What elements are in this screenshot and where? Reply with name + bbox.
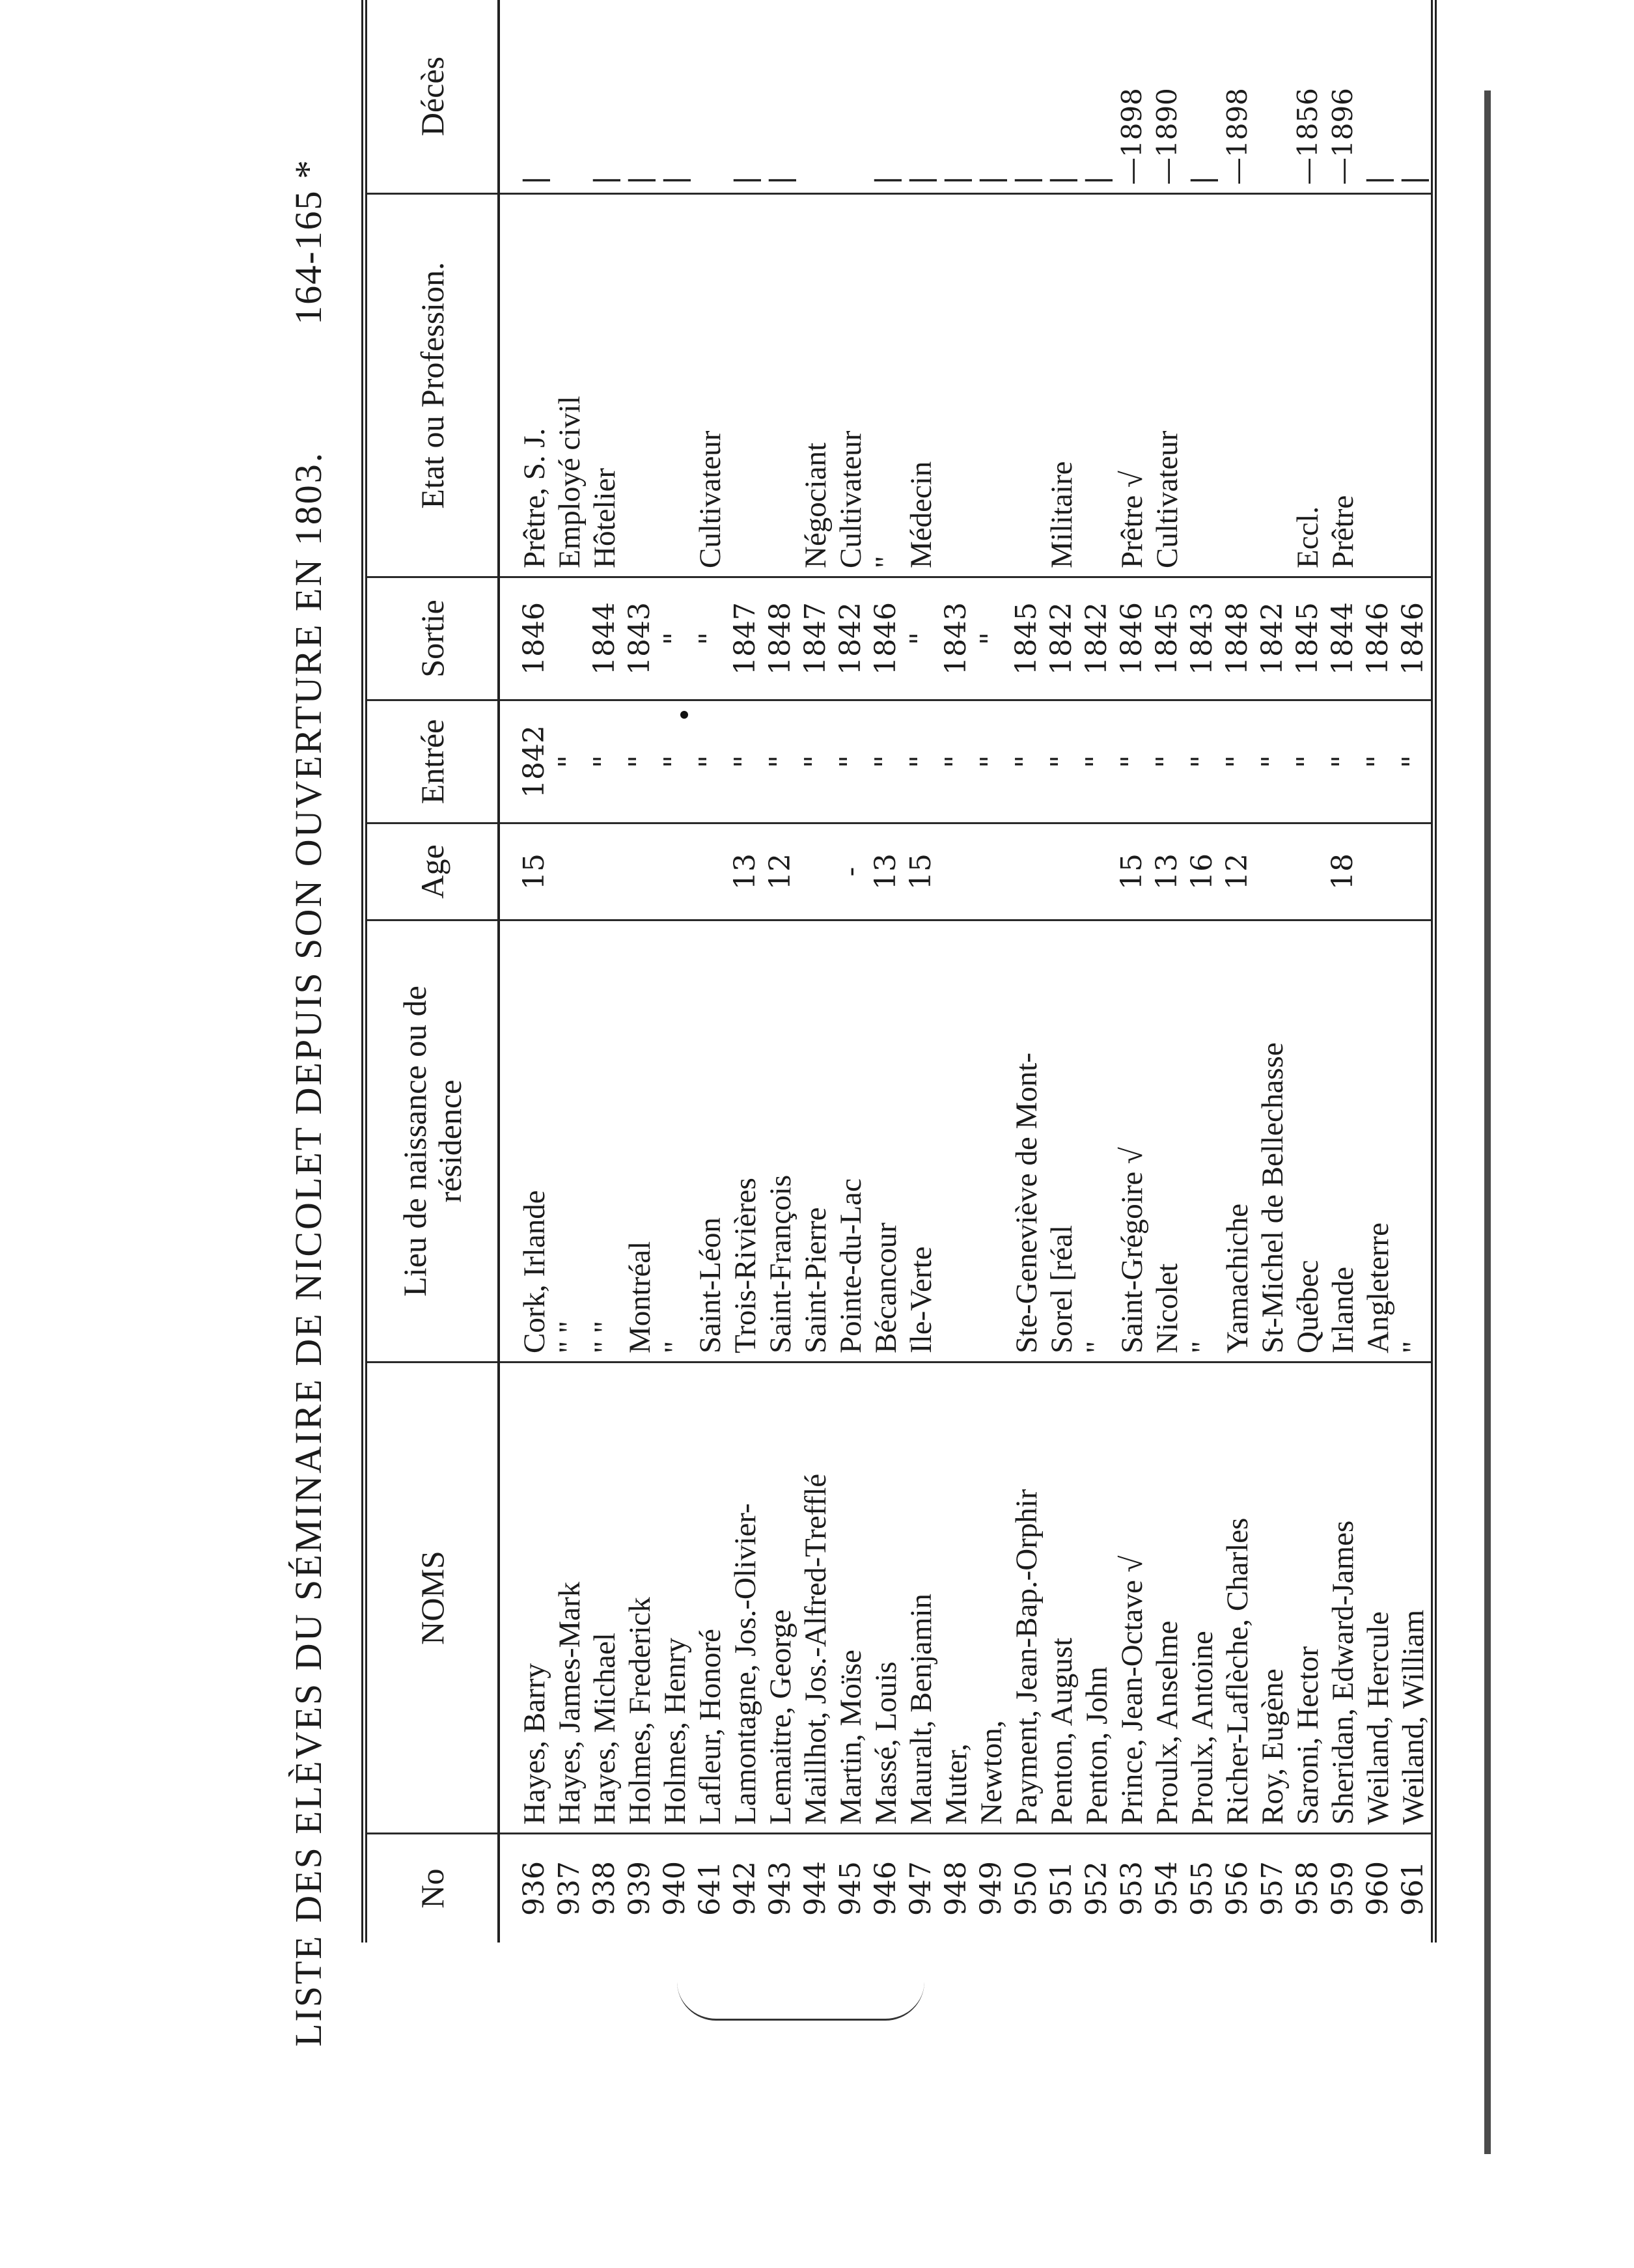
cell-lieu: Bécancour: [868, 920, 904, 1362]
table-row: [1044, 0, 1079, 1943]
cell-etat: [1009, 194, 1044, 577]
cell-lieu: Québec: [1290, 920, 1325, 1362]
cell-entree: ": [1150, 700, 1185, 823]
cell-lieu: ": [1079, 920, 1115, 1362]
cell-nom: Penton, August: [1044, 1362, 1079, 1834]
cell-etat: Employé civil: [552, 194, 587, 577]
cell-nom: Maillhot, Jos.-Alfred-Trefflé: [798, 1362, 833, 1834]
cell-entree: ": [1325, 700, 1361, 823]
table-row: [1115, 0, 1150, 1943]
cell-entree: ": [1009, 700, 1044, 823]
cell-deces: |: [904, 0, 939, 194]
cell-sortie: 1846: [1115, 577, 1150, 700]
ink-speck: [680, 711, 688, 719]
cell-etat: Militaire: [1044, 194, 1079, 577]
cell-lieu: Montréal: [622, 920, 658, 1362]
header-entree: Entrée: [365, 700, 499, 823]
cell-etat: [728, 194, 763, 577]
table-row: [833, 0, 868, 1943]
cell-entree: ": [658, 700, 693, 823]
cell-nom: Proulx, Antoine: [1185, 1362, 1220, 1834]
cell-nom: Muter,: [939, 1362, 974, 1834]
cell-sortie: 1847: [728, 577, 763, 700]
table-row: [499, 0, 552, 1943]
cell-deces: —1856: [1290, 0, 1325, 194]
cell-sortie: 1845: [1150, 577, 1185, 700]
cell-etat: [1361, 194, 1396, 577]
cell-sortie: ": [658, 577, 693, 700]
table-row: [552, 0, 587, 1943]
cell-entree: ": [622, 700, 658, 823]
cell-entree: ": [728, 700, 763, 823]
header-age: Age: [365, 823, 499, 920]
cell-entree: ": [552, 700, 587, 823]
cell-no: 946: [869, 1861, 902, 1916]
cell-deces: |: [868, 0, 904, 194]
table-row: [1255, 0, 1290, 1943]
cell-deces: |: [763, 0, 798, 194]
table-row: [1185, 0, 1220, 1943]
cell-no: 953: [1115, 1861, 1148, 1916]
cell-nom: Lemaitre, George: [763, 1362, 798, 1834]
cell-etat: [1185, 194, 1220, 577]
cell-age: 13: [728, 823, 763, 920]
cell-etat: [763, 194, 798, 577]
table-row: [1009, 0, 1044, 1943]
cell-age: [1079, 823, 1115, 920]
cell-entree: ": [1079, 700, 1115, 823]
cell-age: [1396, 823, 1434, 920]
cell-lieu: ": [1396, 920, 1434, 1362]
cell-age: [939, 823, 974, 920]
cell-sortie: 1844: [1325, 577, 1361, 700]
cell-etat: [974, 194, 1009, 577]
table-row: [693, 0, 728, 1943]
cell-age: [658, 823, 693, 920]
register-body: [499, 0, 1434, 1943]
page-heading: [286, 94, 339, 2047]
cell-age: [622, 823, 658, 920]
handwritten-bracket-mark: [677, 1967, 924, 2021]
cell-nom: Weiland, William: [1396, 1362, 1434, 1834]
table-row: [1325, 0, 1361, 1943]
cell-no: 955: [1185, 1861, 1219, 1916]
cell-no: 958: [1291, 1861, 1324, 1916]
cell-deces: —1898: [1115, 0, 1150, 194]
cell-deces: [833, 0, 868, 194]
cell-deces: [552, 0, 587, 194]
scan-edge-line: [1484, 90, 1491, 2154]
cell-sortie: 1847: [798, 577, 833, 700]
cell-entree: ": [1220, 700, 1255, 823]
cell-entree: ": [1396, 700, 1434, 823]
cell-no: 956: [1221, 1861, 1254, 1916]
cell-sortie: 1846: [1396, 577, 1434, 700]
cell-lieu: ": [1185, 920, 1220, 1362]
cell-nom: Sheridan, Edward-James: [1325, 1362, 1361, 1834]
cell-etat: Médecin: [904, 194, 939, 577]
cell-age: 16: [1185, 823, 1220, 920]
table-row: [728, 0, 763, 1943]
page-title: LISTE DES ELÈVES DU SÉMINAIRE DE NICOLET DEPUIS SON OUVERTURE EN 1803.: [287, 450, 329, 2047]
cell-etat: Hôtelier: [587, 194, 622, 577]
cell-deces: |: [1185, 0, 1220, 194]
cell-nom: Newton,: [974, 1362, 1009, 1834]
table-row: [1150, 0, 1185, 1943]
cell-entree: ": [939, 700, 974, 823]
cell-etat: Cultivateur: [693, 194, 728, 577]
cell-deces: —1896: [1325, 0, 1361, 194]
cell-lieu: St-Michel de Bellechasse: [1255, 920, 1290, 1362]
cell-no: 948: [939, 1861, 973, 1916]
cell-sortie: 1843: [622, 577, 658, 700]
cell-lieu: Ile-Verte: [904, 920, 939, 1362]
cell-age: 13: [1150, 823, 1185, 920]
page-reference: 164-165 *: [287, 159, 329, 325]
cell-deces: |: [728, 0, 763, 194]
cell-no: 957: [1256, 1861, 1289, 1916]
cell-nom: Payment, Jean-Bap.-Orphir: [1009, 1362, 1044, 1834]
cell-no: 961: [1396, 1861, 1430, 1916]
cell-sortie: ": [974, 577, 1009, 700]
cell-nom: Saroni, Hector: [1290, 1362, 1325, 1834]
cell-entree: 1842: [499, 700, 552, 823]
cell-no: 952: [1080, 1861, 1113, 1916]
table-row: [1220, 0, 1255, 1943]
cell-no: 954: [1150, 1861, 1184, 1916]
cell-deces: |: [1396, 0, 1434, 194]
cell-nom: Martin, Moïse: [833, 1362, 868, 1834]
cell-lieu: ": [658, 920, 693, 1362]
cell-sortie: 1842: [1044, 577, 1079, 700]
cell-no: 938: [588, 1861, 621, 1916]
cell-etat: [1220, 194, 1255, 577]
cell-age: 15: [499, 823, 552, 920]
cell-age: 13: [868, 823, 904, 920]
cell-deces: |: [974, 0, 1009, 194]
cell-entree: ": [1044, 700, 1079, 823]
cell-deces: |: [1009, 0, 1044, 194]
cell-lieu: Pointe-du-Lac: [833, 920, 868, 1362]
cell-etat: [1079, 194, 1115, 577]
table-row: [1079, 0, 1115, 1943]
cell-sortie: 1848: [763, 577, 798, 700]
cell-deces: |: [622, 0, 658, 194]
cell-etat: Cultivateur: [1150, 194, 1185, 577]
cell-age: [1044, 823, 1079, 920]
cell-no: 950: [1010, 1861, 1043, 1916]
cell-lieu: Saint-Grégoire √: [1115, 920, 1150, 1362]
cell-age: [552, 823, 587, 920]
cell-age: 15: [904, 823, 939, 920]
cell-age: [1009, 823, 1044, 920]
cell-lieu: Yamachiche: [1220, 920, 1255, 1362]
cell-no: 951: [1045, 1861, 1078, 1916]
cell-lieu: Trois-Rivières: [728, 920, 763, 1362]
cell-age: 12: [763, 823, 798, 920]
cell-nom: Lafleur, Honoré: [693, 1362, 728, 1834]
cell-lieu: Saint-Léon: [693, 920, 728, 1362]
cell-deces: |: [939, 0, 974, 194]
cell-etat: Prêtre: [1325, 194, 1361, 577]
cell-nom: Richer-Laflèche, Charles: [1220, 1362, 1255, 1834]
table-row: [939, 0, 974, 1943]
cell-entree: ": [1255, 700, 1290, 823]
cell-nom: Hayes, Michael: [587, 1362, 622, 1834]
cell-no: 943: [764, 1861, 797, 1916]
cell-entree: ": [798, 700, 833, 823]
cell-sortie: 1845: [1009, 577, 1044, 700]
cell-lieu: Saint-Pierre: [798, 920, 833, 1362]
cell-deces: |: [658, 0, 693, 194]
cell-deces: [693, 0, 728, 194]
cell-sortie: 1842: [833, 577, 868, 700]
cell-sortie: 1846: [499, 577, 552, 700]
cell-nom: Mauralt, Benjamin: [904, 1362, 939, 1834]
cell-entree: ": [904, 700, 939, 823]
cell-age: [587, 823, 622, 920]
cell-no: 944: [799, 1861, 832, 1916]
cell-sortie: 1842: [1079, 577, 1115, 700]
cell-age: [974, 823, 1009, 920]
cell-deces: —1890: [1150, 0, 1185, 194]
header-noms: NOMS: [365, 1362, 499, 1834]
cell-entree: ": [833, 700, 868, 823]
cell-sortie: 1845: [1290, 577, 1325, 700]
cell-age: [1361, 823, 1396, 920]
cell-age: 15: [1115, 823, 1150, 920]
cell-sortie: 1843: [1185, 577, 1220, 700]
header-sortie: Sortie: [365, 577, 499, 700]
cell-etat: [1255, 194, 1290, 577]
cell-no: 936: [518, 1861, 551, 1916]
cell-nom: Roy, Eugène: [1255, 1362, 1290, 1834]
cell-nom: Massé, Louis: [868, 1362, 904, 1834]
cell-age: [1255, 823, 1290, 920]
table-row: [658, 0, 693, 1943]
table-row: [974, 0, 1009, 1943]
cell-etat: Cultivateur: [833, 194, 868, 577]
cell-no: 947: [904, 1861, 937, 1916]
cell-etat: Prêtre, S. J.: [499, 194, 552, 577]
cell-nom: Hayes, Barry: [499, 1362, 552, 1834]
cell-sortie: 1842: [1255, 577, 1290, 700]
cell-deces: |: [1044, 0, 1079, 194]
cell-lieu: Nicolet: [1150, 920, 1185, 1362]
table-row: [868, 0, 904, 1943]
cell-entree: ": [1290, 700, 1325, 823]
cell-no: 939: [623, 1861, 656, 1916]
cell-nom: Weiland, Hercule: [1361, 1362, 1396, 1834]
cell-etat: Prêtre √: [1115, 194, 1150, 577]
cell-deces: |: [1079, 0, 1115, 194]
cell-no: 959: [1326, 1861, 1359, 1916]
cell-age: [798, 823, 833, 920]
table-row: [1290, 0, 1325, 1943]
cell-lieu: Cork, Irlande: [499, 920, 552, 1362]
header-no: No: [365, 1834, 499, 1943]
cell-no: 960: [1361, 1861, 1394, 1916]
header-row: [365, 0, 499, 1943]
cell-nom: Lamontagne, Jos.-Olivier-: [728, 1362, 763, 1834]
cell-lieu: Irlande: [1325, 920, 1361, 1362]
cell-deces: |: [499, 0, 552, 194]
cell-deces: |: [1361, 0, 1396, 194]
cell-nom: Penton, John: [1079, 1362, 1115, 1834]
cell-no: 937: [553, 1861, 586, 1916]
cell-etat: Négociant: [798, 194, 833, 577]
cell-lieu: Ste-Geneviève de Mont-: [1009, 920, 1044, 1362]
cell-no: 641: [693, 1861, 727, 1916]
cell-entree: ": [587, 700, 622, 823]
cell-etat: [939, 194, 974, 577]
cell-lieu: [939, 920, 974, 1362]
cell-etat: [1396, 194, 1434, 577]
cell-lieu: Sorel [réal: [1044, 920, 1079, 1362]
cell-sortie: 1843: [939, 577, 974, 700]
cell-etat: ": [868, 194, 904, 577]
table-row: [1361, 0, 1396, 1943]
table-row: [798, 0, 833, 1943]
cell-sortie: 1848: [1220, 577, 1255, 700]
cell-entree: ": [763, 700, 798, 823]
cell-sortie: ": [693, 577, 728, 700]
cell-deces: —1898: [1220, 0, 1255, 194]
cell-lieu: " ": [587, 920, 622, 1362]
cell-no: 945: [834, 1861, 867, 1916]
cell-entree: ": [1185, 700, 1220, 823]
cell-lieu: Angleterre: [1361, 920, 1396, 1362]
cell-age: [1290, 823, 1325, 920]
cell-entree: ": [974, 700, 1009, 823]
cell-age: 18: [1325, 823, 1361, 920]
student-register-table: [361, 0, 1437, 1943]
table-row: [587, 0, 622, 1943]
cell-etat: [658, 194, 693, 577]
cell-entree: ": [693, 700, 728, 823]
cell-no: 940: [658, 1861, 691, 1916]
cell-entree: ": [1115, 700, 1150, 823]
cell-nom: Proulx, Anselme: [1150, 1362, 1185, 1834]
cell-nom: Holmes, Henry: [658, 1362, 693, 1834]
cell-deces: |: [587, 0, 622, 194]
cell-lieu: " ": [552, 920, 587, 1362]
cell-no: 942: [728, 1861, 762, 1916]
cell-nom: Prince, Jean-Octave √: [1115, 1362, 1150, 1834]
cell-entree: ": [1361, 700, 1396, 823]
header-deces: Décès: [365, 0, 499, 194]
cell-etat: Eccl.: [1290, 194, 1325, 577]
header-lieu: Lieu de naissance ou de résidence: [365, 920, 499, 1362]
cell-age: -: [833, 823, 868, 920]
cell-nom: Hayes, James-Mark: [552, 1362, 587, 1834]
cell-age: [693, 823, 728, 920]
table-row: [622, 0, 658, 1943]
table-row: [904, 0, 939, 1943]
cell-sortie: 1846: [1361, 577, 1396, 700]
cell-deces: [1255, 0, 1290, 194]
cell-deces: [798, 0, 833, 194]
cell-lieu: Saint-François: [763, 920, 798, 1362]
cell-sortie: ": [904, 577, 939, 700]
table-row: [1396, 0, 1434, 1943]
cell-sortie: 1844: [587, 577, 622, 700]
cell-etat: [622, 194, 658, 577]
cell-sortie: [552, 577, 587, 700]
table-row: [763, 0, 798, 1943]
cell-entree: ": [868, 700, 904, 823]
header-etat: Etat ou Profession.: [365, 194, 499, 577]
cell-no: 949: [975, 1861, 1008, 1916]
cell-sortie: 1846: [868, 577, 904, 700]
cell-age: 12: [1220, 823, 1255, 920]
cell-lieu: [974, 920, 1009, 1362]
cell-nom: Holmes, Frederick: [622, 1362, 658, 1834]
